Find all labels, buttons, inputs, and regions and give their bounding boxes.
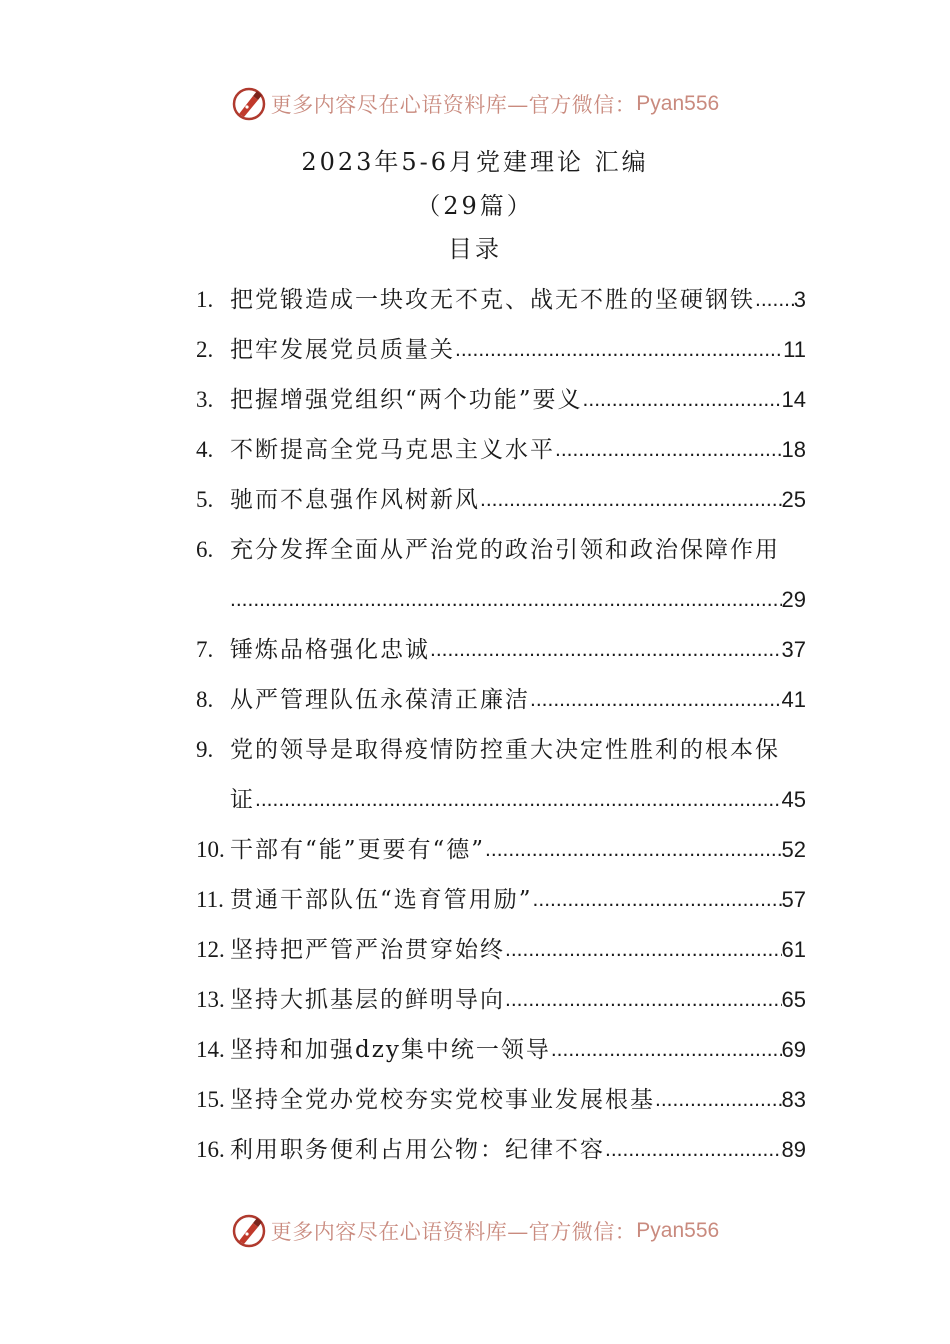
toc-entry-page: 57 xyxy=(781,887,806,912)
toc-entry-title: 把牢发展党员质量关 xyxy=(230,337,455,363)
dot-leader xyxy=(230,575,782,625)
toc-entry-page: 89 xyxy=(781,1137,806,1162)
toc-entry-page: 41 xyxy=(781,687,806,712)
toc-entry[interactable] xyxy=(196,375,806,425)
toc-entry-page: 14 xyxy=(781,387,806,412)
dot-leader xyxy=(485,825,781,875)
toc-entry-page: 65 xyxy=(781,987,806,1012)
toc-entry[interactable] xyxy=(196,675,806,725)
watermark-text: 更多内容尽在心语资料库— xyxy=(270,1220,529,1244)
toc-entry-page: 69 xyxy=(781,1037,806,1062)
watermark-wechat-id: Pyan556 xyxy=(636,92,720,115)
pen-nib-logo-icon xyxy=(231,1213,267,1249)
toc-entry-line xyxy=(196,625,806,675)
dot-leader xyxy=(255,775,782,825)
dot-leader xyxy=(755,275,794,325)
toc-entry-number: 12. xyxy=(196,937,225,962)
dot-leader xyxy=(605,1125,782,1175)
dot-leader xyxy=(430,625,782,675)
toc-entry-line xyxy=(196,875,806,925)
toc-entry-number: 9. xyxy=(196,737,214,762)
toc-entry-number: 8. xyxy=(196,687,214,712)
dot-leader xyxy=(583,375,782,425)
toc-entry-number: 6. xyxy=(196,537,214,562)
dot-leader xyxy=(533,875,782,925)
toc-entry-line xyxy=(196,325,806,375)
toc-entry-title: 贯通干部队伍“选育管用励” xyxy=(230,887,533,913)
toc-entry-title: 坚持把严管严治贯穿始终 xyxy=(230,937,505,963)
toc-entry[interactable] xyxy=(196,925,806,975)
pen-nib-logo-icon xyxy=(231,86,267,122)
dot-leader xyxy=(505,975,782,1025)
dot-leader xyxy=(530,675,782,725)
toc-entry[interactable] xyxy=(196,1025,806,1075)
toc-entry-page: 61 xyxy=(781,937,806,962)
watermark-wechat-label: 官方微信： xyxy=(528,93,637,117)
toc-entry-title: 坚持和加强dzy集中统一领导 xyxy=(230,1037,551,1063)
toc-entry-number: 14. xyxy=(196,1037,225,1062)
toc-entry[interactable] xyxy=(196,275,806,325)
watermark-banner-bottom xyxy=(0,1211,950,1251)
toc-entry-number: 1. xyxy=(196,287,214,312)
table-of-contents xyxy=(196,275,806,1175)
document-title: 2023年5-6月党建理论 汇编 xyxy=(301,148,649,176)
toc-entry[interactable] xyxy=(196,725,806,825)
dot-leader xyxy=(555,425,782,475)
toc-entry-line xyxy=(196,825,806,875)
toc-entry[interactable] xyxy=(196,1075,806,1125)
toc-entry-title: 充分发挥全面从严治党的政治引领和政治保障作用 xyxy=(230,537,780,563)
toc-entry-number: 15. xyxy=(196,1087,225,1112)
toc-entry-page: 25 xyxy=(781,487,806,512)
toc-entry[interactable] xyxy=(196,475,806,525)
toc-entry-title: 干部有“能”更要有“德” xyxy=(230,837,486,863)
toc-entry[interactable] xyxy=(196,1125,806,1175)
toc-entry-title: 把握增强党组织“两个功能”要义 xyxy=(230,387,583,413)
toc-entry-number: 2. xyxy=(196,337,214,362)
toc-entry-title: 党的领导是取得疫情防控重大决定性胜利的根本保 xyxy=(230,737,780,763)
toc-entry-number: 16. xyxy=(196,1137,225,1162)
toc-entry-page: 45 xyxy=(781,787,806,812)
article-count: （29篇） xyxy=(416,192,534,220)
toc-entry-page: 11 xyxy=(783,337,806,362)
toc-entry-number: 3. xyxy=(196,387,214,412)
toc-entry-title: 把党锻造成一块攻无不克、战无不胜的坚硬钢铁 xyxy=(230,287,755,313)
toc-entry-page: 18 xyxy=(781,437,806,462)
toc-entry-title: 坚持全党办党校夯实党校事业发展根基 xyxy=(230,1087,655,1113)
toc-entry-line xyxy=(196,925,806,975)
toc-entry-number: 13. xyxy=(196,987,225,1012)
toc-entry-page: 29 xyxy=(781,587,806,612)
toc-entry-line xyxy=(196,675,806,725)
dot-leader xyxy=(655,1075,782,1125)
dot-leader xyxy=(505,925,782,975)
dot-leader xyxy=(480,475,782,525)
toc-entry-page: 37 xyxy=(781,637,806,662)
toc-entry-number: 11. xyxy=(196,887,224,912)
toc-entry[interactable] xyxy=(196,875,806,925)
toc-entry-title: 从严管理队伍永葆清正廉洁 xyxy=(230,687,530,713)
toc-entry-line xyxy=(196,775,806,825)
toc-entry-line xyxy=(196,1025,806,1075)
toc-entry-title: 坚持大抓基层的鲜明导向 xyxy=(230,987,505,1013)
toc-entry-line xyxy=(196,1125,806,1175)
toc-entry-line xyxy=(196,525,806,575)
toc-entry[interactable] xyxy=(196,625,806,675)
toc-entry[interactable] xyxy=(196,825,806,875)
toc-entry-line xyxy=(196,275,806,325)
dot-leader xyxy=(551,1025,782,1075)
toc-entry-title: 锤炼品格强化忠诚 xyxy=(230,637,430,663)
toc-entry[interactable] xyxy=(196,325,806,375)
toc-entry-title: 驰而不息强作风树新风 xyxy=(230,487,480,513)
watermark-wechat-label: 官方微信： xyxy=(528,1220,637,1244)
toc-entry-page: 52 xyxy=(781,837,806,862)
toc-entry[interactable] xyxy=(196,525,806,625)
toc-entry-page: 3 xyxy=(793,287,806,312)
toc-entry-title: 利用职务便利占用公物：纪律不容 xyxy=(230,1137,605,1163)
dot-leader xyxy=(455,325,783,375)
watermark-wechat-id: Pyan556 xyxy=(636,1219,720,1242)
watermark-banner-top xyxy=(0,84,950,124)
toc-entry-number: 4. xyxy=(196,437,214,462)
toc-entry[interactable] xyxy=(196,425,806,475)
toc-entry-number: 10. xyxy=(196,837,225,862)
toc-heading: 目录 xyxy=(448,235,502,263)
toc-entry-number: 5. xyxy=(196,487,214,512)
watermark-text: 更多内容尽在心语资料库— xyxy=(270,93,529,117)
toc-entry-line xyxy=(196,725,806,775)
toc-entry-title: 证 xyxy=(230,787,255,813)
toc-entry-line xyxy=(196,375,806,425)
toc-entry-number: 7. xyxy=(196,637,214,662)
toc-entry-line xyxy=(196,475,806,525)
toc-entry-line xyxy=(196,975,806,1025)
toc-entry-line xyxy=(196,425,806,475)
toc-entry-page: 83 xyxy=(781,1087,806,1112)
toc-entry-title: 不断提高全党马克思主义水平 xyxy=(230,437,555,463)
toc-entry-line xyxy=(196,575,806,625)
toc-entry[interactable] xyxy=(196,975,806,1025)
toc-entry-line xyxy=(196,1075,806,1125)
